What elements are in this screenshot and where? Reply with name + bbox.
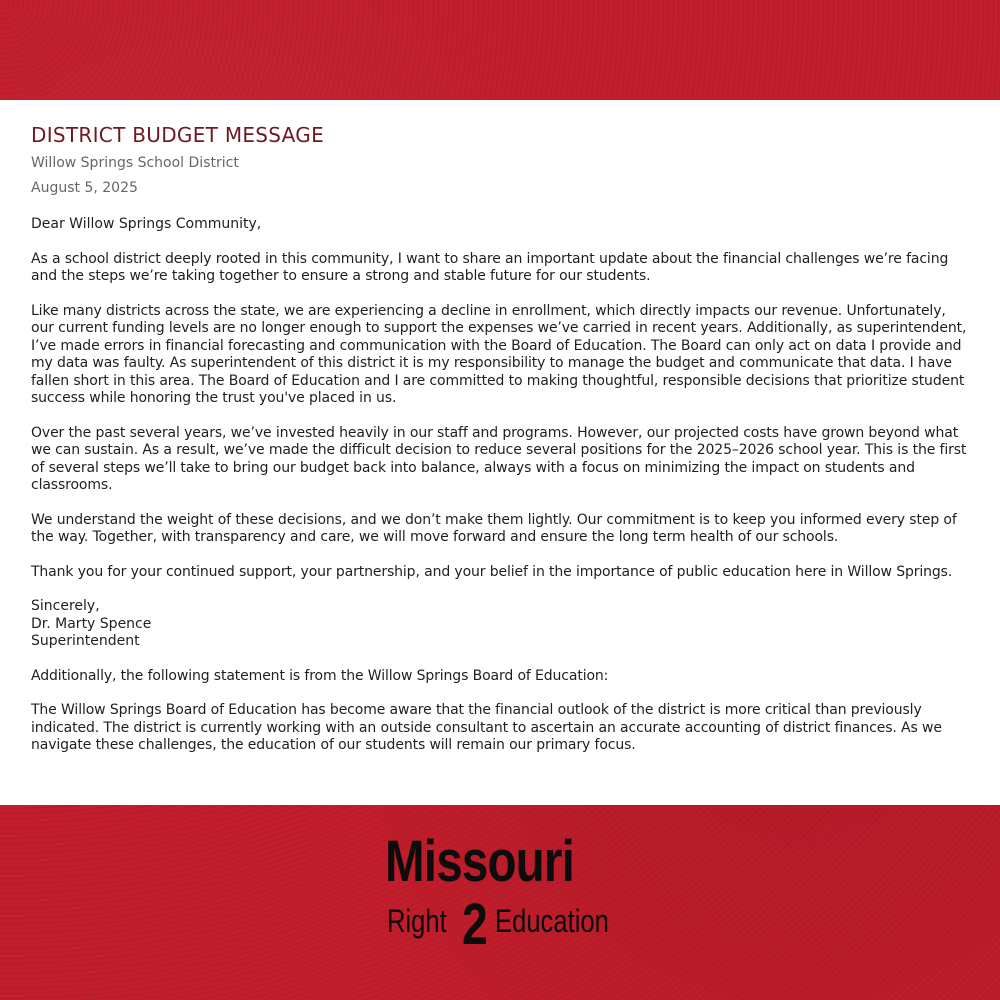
greeting: Dear Willow Springs Community, — [31, 216, 262, 232]
letter-panel — [0, 100, 1000, 805]
paragraph-costs: Over the past several years, we’ve invested heavily in our staff and programs. However, our projected costs have grown beyond what we can sustain. As a result, we’ve made the difficult decision to reduce several positions for the 2025–2026 school year. This is the first of several steps we’ll take to bring our budget back into balance, always with a focus on minimizing the impact on students and classrooms. — [31, 424, 967, 493]
board-intro: Additionally, the following statement is from the Willow Springs Board of Education: — [31, 667, 609, 684]
district-name: Willow Springs School District — [31, 155, 239, 171]
logo-right-text: Right — [387, 903, 447, 939]
page-title: DISTRICT BUDGET MESSAGE — [31, 123, 325, 147]
signature-block — [31, 598, 969, 651]
paragraph-enrollment: Like many districts across the state, we are experiencing a decline in enrollment, which directly impacts our revenue. Unfortunately, our current funding levels are no longer enough to support the expenses we’ve carried in recent years. Additionally, as superintendent, I’ve made errors in financial forecasting and communication with the Board of Education. The Board can only act on data I provide and my data was faulty. As superintendent of this district it is my responsibility to manage the budget and communicate that data. I have fallen short in this area. The Board of Education and I are committed to making thoughtful, responsible decisions that prioritize student success while honoring the trust you've placed in us. — [31, 302, 967, 406]
paragraph-intro: As a school district deeply rooted in this community, I want to share an important update about the financial challenges we’re facing and the steps we’re taking together to ensure a strong and stable future for our students. — [31, 250, 949, 284]
logo-education-text: Education — [495, 903, 609, 939]
missouri-right2education-logo — [385, 829, 635, 962]
signer-name: Dr. Marty Spence — [31, 615, 152, 632]
letter-date: August 5, 2025 — [31, 180, 138, 196]
signer-title: Superintendent — [31, 633, 140, 649]
logo-two-text: 2 — [462, 892, 488, 957]
board-statement: The Willow Springs Board of Education has become aware that the financial outlook of the district is more critical than previously indicated. The district is currently working with an outside consultant to ascertain an accurate accounting of district finances. As we navigate these challenges, the education of our students will remain our primary focus. — [31, 702, 942, 753]
top-red-band — [0, 0, 1000, 100]
logo-missouri-text: Missouri — [385, 829, 575, 894]
closing: Sincerely, — [31, 598, 100, 614]
paragraph-thanks: Thank you for your continued support, your partnership, and your belief in the importance of public education here in Willow Springs. — [31, 563, 953, 580]
paragraph-commitment: We understand the weight of these decisions, and we don’t make them lightly. Our commitment is to keep you informed every step of the way. Together, with transparency and care, we will move forward and ensure the long term health of our schools. — [31, 511, 957, 545]
